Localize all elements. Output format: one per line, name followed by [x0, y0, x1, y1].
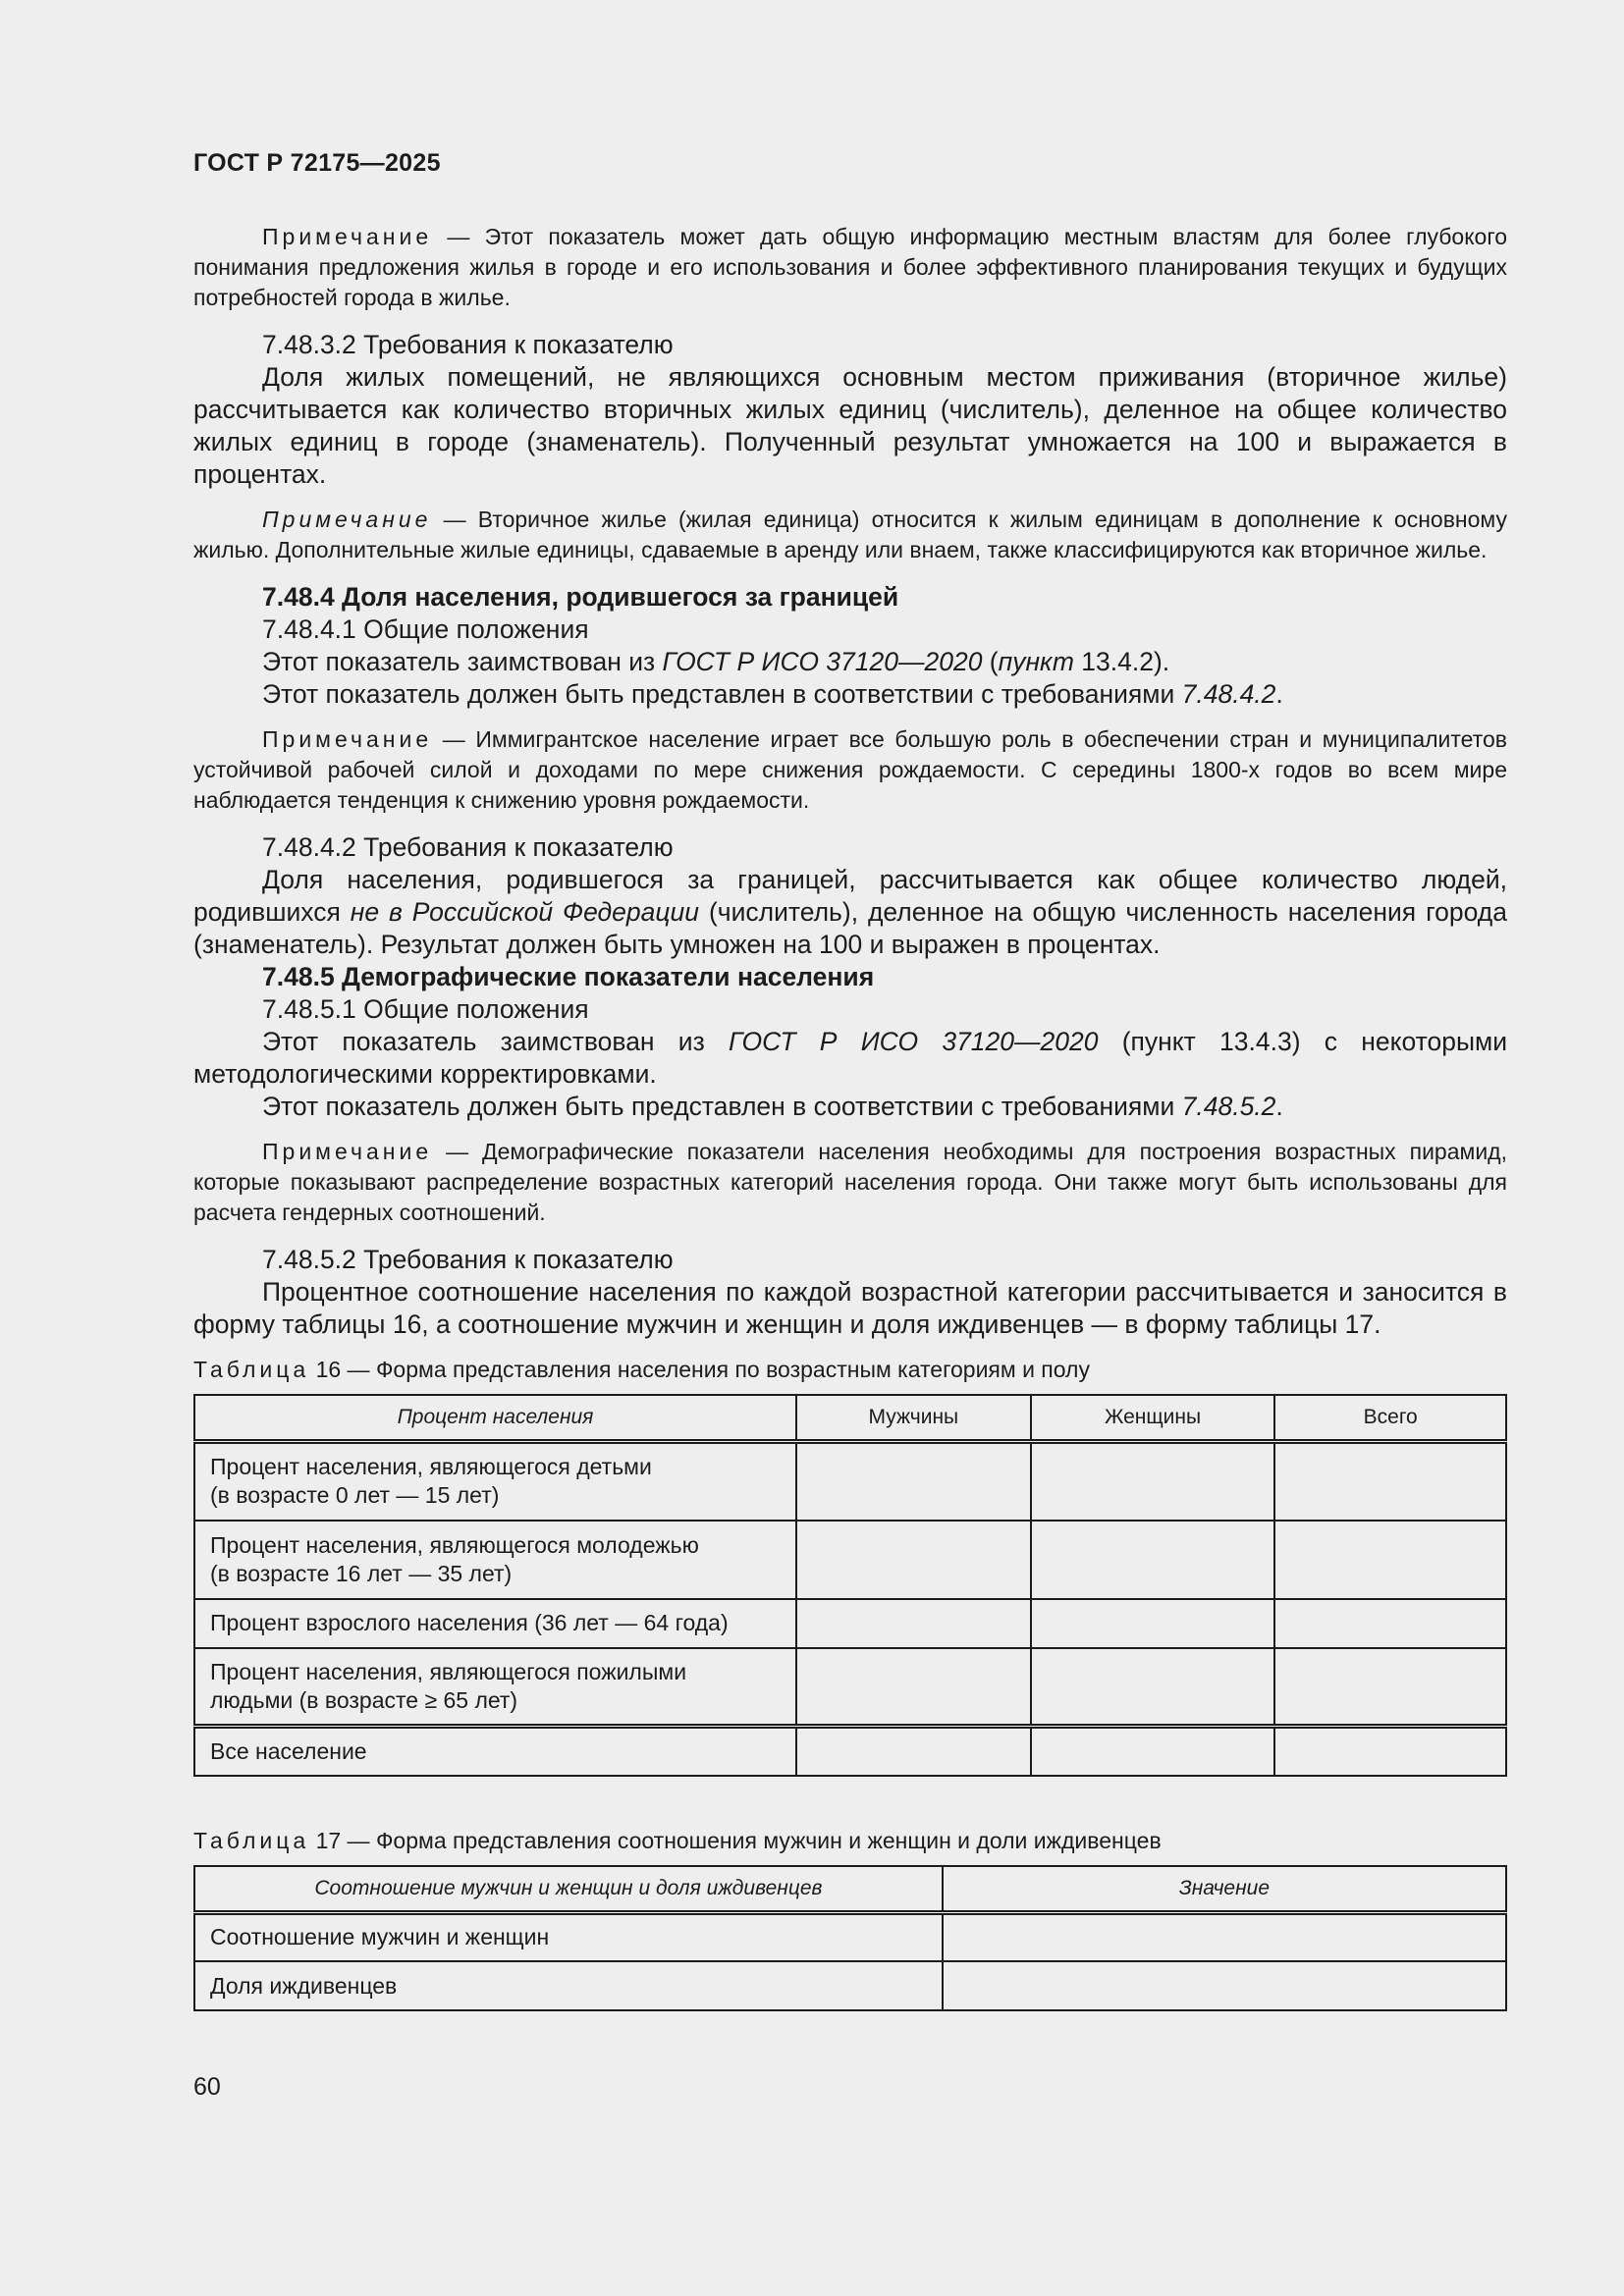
empty-cell	[1274, 1521, 1506, 1599]
note-text: — Вторичное жилье (жилая единица) относится к жилым единицам в дополнение к основному жилью. Дополнительные жилые единицы, сдаваемые в аренду или внаем, также классифицируются как вторичное жилье.	[193, 507, 1507, 562]
column-header: Соотношение мужчин и женщин и доля иждивенцев	[194, 1866, 943, 1913]
empty-cell	[943, 1961, 1506, 2010]
row-label-line: Процент населения, являющегося детьми	[210, 1454, 652, 1480]
note-text: — Иммигрантское население играет все большую роль в обеспечении стран и муниципалитетов устойчивой рабочей силой и доходами по мере снижения рождаемости. С середины 1800-х годов во всем мире наблюдается тенденция к снижению уровня рождаемости.	[193, 726, 1507, 813]
column-header: Всего	[1274, 1395, 1506, 1442]
table-16	[193, 1394, 1507, 1777]
text-run: .	[1275, 679, 1283, 709]
empty-cell	[796, 1599, 1031, 1648]
empty-cell	[1274, 1442, 1506, 1521]
page-number: 60	[193, 2073, 221, 2101]
empty-cell	[1274, 1648, 1506, 1727]
row-label-line: (в возрасте 0 лет — 15 лет)	[210, 1482, 500, 1509]
row-label: Соотношение мужчин и женщин	[194, 1912, 943, 1961]
column-header: Значение	[943, 1866, 1506, 1913]
section-7-48-5-2: 7.48.5.2 Требования к показателю	[262, 1245, 674, 1274]
empty-cell	[1274, 1727, 1506, 1776]
row-label: Процент взрослого населения (36 лет — 64 года)	[194, 1599, 796, 1648]
text-run: Этот показатель должен быть представлен в соответствии с требованиями	[262, 679, 1182, 709]
table-row	[194, 1648, 1506, 1727]
document-body	[193, 222, 1507, 2011]
row-label	[194, 1648, 796, 1727]
note-text: — Этот показатель может дать общую информацию местным властям для более глубокого понимания предложения жилья в городе и его использования и более эффективного планирования текущих и будущих потребностей города в жилье.	[193, 224, 1507, 310]
section-7-48-4-1: 7.48.4.1 Общие положения	[262, 614, 589, 644]
row-label: Все население	[194, 1727, 796, 1776]
empty-cell	[1031, 1521, 1275, 1599]
text-run: (	[982, 647, 999, 676]
empty-cell	[796, 1521, 1031, 1599]
row-label-line: Процент населения, являющегося пожилыми	[210, 1658, 687, 1684]
note-label: Примечание	[262, 507, 432, 532]
paragraph-1: Доля жилых помещений, не являющихся основным местом приживания (вторичное жилье) рассчитывается как количество вторичных жилых единиц (числитель), деленное на общее количество жилых единиц в городе (знаменатель). Полученный результат умножается на 100 и выражается в процентах.	[193, 362, 1507, 489]
note-label: Примечание	[262, 1139, 433, 1164]
empty-cell	[1031, 1727, 1275, 1776]
table-row	[194, 1521, 1506, 1599]
paragraph-3	[193, 678, 1507, 711]
empty-cell	[1031, 1648, 1275, 1727]
section-7-48-4: 7.48.4 Доля населения, родившегося за границей	[262, 582, 899, 612]
table-label: Таблица	[193, 1827, 310, 1853]
note-text: — Демографические показатели населения необходимы для построения возрастных пирамид, которые показывают распределение возрастных категорий населения города. Они также могут быть использованы для расчета гендерных соотношений.	[193, 1139, 1507, 1225]
table-caption-text: 16 — Форма представления населения по возрастным категориям и полу	[309, 1357, 1090, 1382]
table-header-row	[194, 1395, 1506, 1442]
paragraph-5	[193, 1026, 1507, 1091]
note-label: Примечание	[262, 224, 433, 249]
table-label: Таблица	[193, 1357, 310, 1382]
reference-link-text: ГОСТ Р ИСО 37120—2020	[728, 1027, 1099, 1056]
row-label	[194, 1442, 796, 1521]
note-2	[193, 505, 1507, 565]
cross-reference: 7.48.4.2	[1181, 679, 1276, 709]
table-row	[194, 1961, 1506, 2010]
text-run: пункт	[998, 647, 1074, 676]
paragraph-6	[193, 1091, 1507, 1123]
empty-cell	[796, 1727, 1031, 1776]
table-row	[194, 1912, 1506, 1961]
row-label: Доля иждивенцев	[194, 1961, 943, 2010]
note-4	[193, 1137, 1507, 1228]
row-label-line: Процент населения, являющегося молодежью	[210, 1531, 699, 1558]
note-1	[193, 222, 1507, 313]
empty-cell	[943, 1912, 1506, 1961]
table-16-caption	[193, 1355, 1507, 1384]
note-3	[193, 724, 1507, 816]
note-label: Примечание	[262, 726, 433, 752]
text-run: не в Российской Федерации	[350, 897, 700, 927]
section-7-48-5: 7.48.5 Демографические показатели населения	[262, 962, 875, 991]
paragraph-2	[193, 646, 1507, 678]
table-row	[194, 1727, 1506, 1776]
section-7-48-3-2: 7.48.3.2 Требования к показателю	[262, 330, 674, 359]
text-run: (числитель), деленное на общую численность населения города (знаменатель). Результат должен быть умножен на 100 и выражен в процентах.	[193, 897, 1507, 959]
column-header: Женщины	[1031, 1395, 1275, 1442]
text-run: (пункт 13.4.3) с некоторыми методологическими корректировками.	[193, 1027, 1508, 1089]
table-17	[193, 1865, 1507, 2012]
empty-cell	[1031, 1599, 1275, 1648]
empty-cell	[1274, 1599, 1506, 1648]
text-run: Этот показатель заимствован из	[262, 1027, 729, 1056]
section-7-48-5-1: 7.48.5.1 Общие положения	[262, 994, 589, 1024]
section-7-48-4-2: 7.48.4.2 Требования к показателю	[262, 832, 674, 862]
column-header: Мужчины	[796, 1395, 1031, 1442]
table-row	[194, 1442, 1506, 1521]
document-header: ГОСТ Р 72175—2025	[193, 149, 441, 177]
table-header-row	[194, 1866, 1506, 1913]
cross-reference: 7.48.5.2	[1181, 1092, 1276, 1121]
row-label	[194, 1521, 796, 1599]
text-run: Этот показатель заимствован из	[262, 647, 663, 676]
empty-cell	[796, 1442, 1031, 1521]
paragraph-7: Процентное соотношение населения по каждой возрастной категории рассчитывается и заносится в форму таблицы 16, а соотношение мужчин и женщин и доля иждивенцев — в форму таблицы 17.	[193, 1277, 1507, 1339]
text-run: Этот показатель должен быть представлен в соответствии с требованиями	[262, 1092, 1182, 1121]
row-label-line: (в возрасте 16 лет — 35 лет)	[210, 1560, 513, 1586]
text-run: .	[1275, 1092, 1283, 1121]
text-run: 13.4.2).	[1073, 647, 1170, 676]
column-header: Процент населения	[194, 1395, 796, 1442]
empty-cell	[1031, 1442, 1275, 1521]
table-row	[194, 1599, 1506, 1648]
text-run: Доля населения, родившегося за границей, рассчитывается как общее количество людей, родившихся	[193, 865, 1507, 927]
table-caption-text: 17 — Форма представления соотношения мужчин и женщин и доли иждивенцев	[309, 1827, 1162, 1853]
paragraph-4	[193, 864, 1507, 961]
row-label-line: людьми (в возрасте ≥ 65 лет)	[210, 1686, 518, 1713]
table-17-caption	[193, 1826, 1507, 1855]
reference-link-text: ГОСТ Р ИСО 37120—2020	[662, 647, 983, 676]
empty-cell	[796, 1648, 1031, 1727]
